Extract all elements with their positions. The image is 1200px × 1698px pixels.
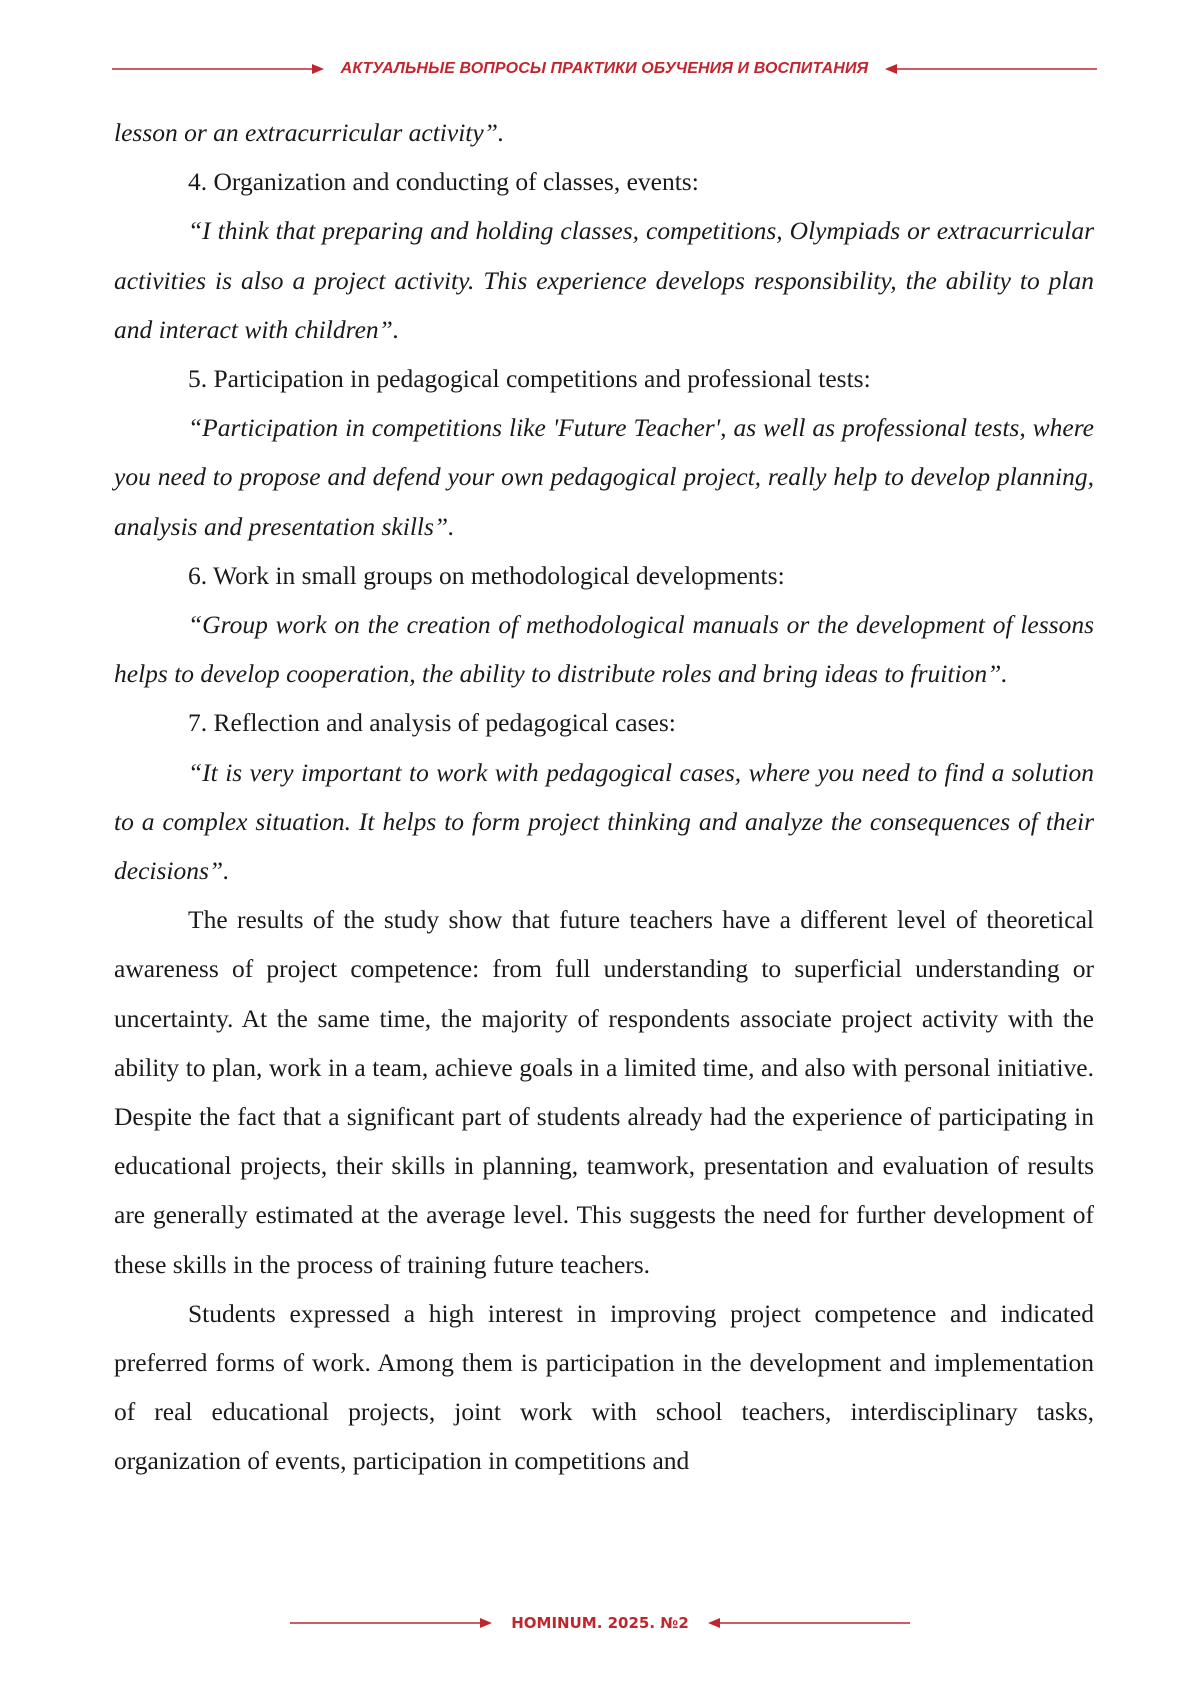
paragraph-item-5-quote: “Participation in competitions like 'Future Teacher', as well as professional tests, where you need to propose and defend your own pedagogical project, really help to develop planning, analysis and presentation skills”. — [114, 413, 1094, 541]
paragraph-item-7-quote: “It is very important to work with pedagogical cases, where you need to find a solution to a complex situation. It helps to form project thinking and analyze the consequences of their decisions”. — [114, 757, 1094, 886]
paragraph-item-6-quote: “Group work on the creation of methodological manuals or the development of lessons helps to develop cooperation, the ability to distribute roles and bring ideas to fruition”. — [114, 610, 1094, 689]
paragraph-quote-continuation: lesson or an extracurricular activity”. — [114, 118, 505, 147]
paragraph-item-6-heading: 6. Work in small groups on methodological developments: — [188, 560, 785, 590]
journal-section-title: АКТУАЛЬНЫЕ ВОПРОСЫ ПРАКТИКИ ОБУЧЕНИЯ И ВОСПИТАНИЯ — [340, 60, 869, 77]
running-footer — [290, 1606, 910, 1640]
journal-issue-label: HOMINUM. 2025. №2 — [511, 1614, 689, 1632]
paragraph-item-4-heading: 4. Organization and conducting of classes, events: — [188, 167, 699, 197]
paragraph-students-interest: Students expressed a high interest in improving project competence and indicated preferred forms of work. Among them is participation in the development and implementation of real educational projects, joint work with school teachers, interdisciplinary tasks, organization of events, participation in competitions and — [114, 1298, 1094, 1476]
paragraph-item-4-quote: “I think that preparing and holding classes, competitions, Olympiads or extracurricular activities is also a project activity. This experience develops responsibility, the ability to plan and interact with children”. — [114, 216, 1094, 344]
article-body — [114, 108, 1094, 1486]
paragraph-item-5-heading: 5. Participation in pedagogical competitions and professional tests: — [188, 364, 871, 394]
paragraph-results: The results of the study show that future teachers have a different level of theoretical awareness of project competence: from full understanding to superficial understanding or uncertainty. At the same time, the majority of respondents associate project activity with the ability to plan, work in a team, achieve goals in a limited time, and also with personal initiative. Despite the fact that a significant part of students already had the experience of participating in educational projects, their skills in planning, teamwork, presentation and evaluation of results are generally estimated at the average level. This suggests the need for further development of these skills in the process of training future teachers. — [114, 905, 1094, 1279]
running-header — [112, 52, 1097, 86]
paragraph-item-7-heading: 7. Reflection and analysis of pedagogical cases: — [188, 708, 676, 738]
